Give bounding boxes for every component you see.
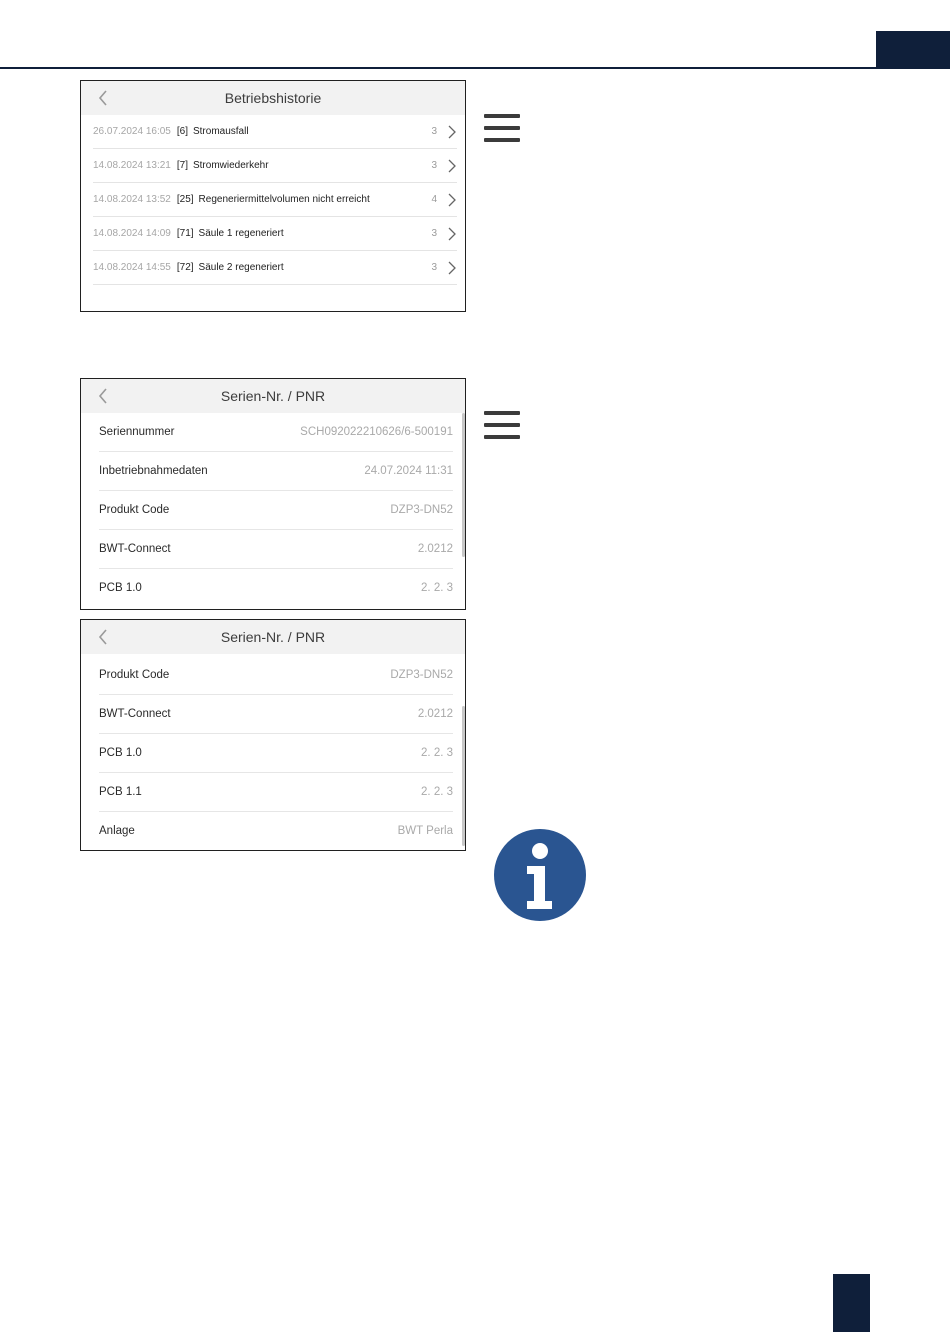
history-code: [72] — [176, 262, 194, 273]
screen-header — [81, 379, 465, 413]
back-chevron-icon[interactable] — [97, 88, 109, 108]
info-value: 24.07.2024 11:31 — [364, 465, 453, 477]
back-chevron-icon[interactable] — [97, 386, 109, 406]
info-row — [99, 656, 453, 695]
info-row — [99, 734, 453, 773]
history-row[interactable] — [93, 251, 457, 285]
info-value: DZP3-DN52 — [390, 669, 453, 681]
info-value: SCH092022210626/6-500191 — [300, 426, 453, 438]
screen-title: Betriebshistorie — [224, 90, 322, 106]
history-row[interactable] — [93, 115, 457, 149]
info-row — [99, 773, 453, 812]
history-row[interactable] — [93, 217, 457, 251]
info-value: 2. 2. 3 — [421, 582, 453, 594]
info-label: BWT-Connect — [99, 708, 171, 720]
info-label: PCB 1.0 — [99, 747, 142, 759]
info-value: 2. 2. 3 — [421, 786, 453, 798]
history-code: [6] — [176, 126, 188, 137]
info-row — [99, 530, 453, 569]
info-row — [99, 452, 453, 491]
screen-title: Serien-Nr. / PNR — [220, 388, 326, 404]
history-code: [25] — [176, 194, 194, 205]
screen-header — [81, 620, 465, 654]
history-list — [81, 115, 465, 285]
history-code: [71] — [176, 228, 194, 239]
history-text: Säule 2 regeneriert — [198, 262, 284, 273]
info-label: BWT-Connect — [99, 543, 171, 555]
hamburger-menu-icon — [484, 411, 520, 441]
info-label: Produkt Code — [99, 669, 170, 681]
history-count: 3 — [431, 262, 437, 273]
scrollbar[interactable] — [462, 706, 465, 846]
serial-screen-top — [80, 378, 466, 610]
info-row — [99, 569, 453, 607]
info-list — [81, 413, 465, 607]
info-label: Inbetriebnahmedaten — [99, 465, 208, 477]
history-text: Säule 1 regeneriert — [198, 228, 284, 239]
history-row[interactable] — [93, 149, 457, 183]
history-time: 26.07.2024 16:05 — [93, 126, 171, 137]
hamburger-menu-icon — [484, 114, 520, 144]
screen-title: Serien-Nr. / PNR — [220, 629, 326, 645]
history-time: 14.08.2024 14:09 — [93, 228, 171, 239]
info-row — [99, 491, 453, 530]
top-divider — [0, 67, 950, 69]
history-text: Regeneriermittelvolumen nicht erreicht — [198, 194, 370, 205]
chevron-right-icon — [447, 158, 457, 174]
history-code: [7] — [176, 160, 188, 171]
info-value: 2.0212 — [417, 543, 453, 555]
info-label: PCB 1.0 — [99, 582, 142, 594]
history-time: 14.08.2024 14:55 — [93, 262, 171, 273]
history-count: 3 — [431, 160, 437, 171]
info-row — [99, 812, 453, 850]
history-text: Stromwiederkehr — [192, 160, 269, 171]
screen-header — [81, 81, 465, 115]
info-label: Seriennummer — [99, 426, 175, 438]
chevron-right-icon — [447, 192, 457, 208]
history-count: 3 — [431, 228, 437, 239]
info-value: DZP3-DN52 — [390, 504, 453, 516]
info-label: Produkt Code — [99, 504, 170, 516]
history-text: Stromausfall — [192, 126, 249, 137]
info-value: 2. 2. 3 — [421, 747, 453, 759]
back-chevron-icon[interactable] — [97, 627, 109, 647]
history-count: 3 — [431, 126, 437, 137]
serial-screen-bottom — [80, 619, 466, 851]
page-footer-tab — [833, 1274, 870, 1332]
history-count: 4 — [431, 194, 437, 205]
info-icon — [494, 829, 586, 921]
history-screen — [80, 80, 466, 312]
info-row — [99, 695, 453, 734]
history-time: 14.08.2024 13:52 — [93, 194, 171, 205]
info-row — [99, 413, 453, 452]
chevron-right-icon — [447, 260, 457, 276]
info-label: PCB 1.1 — [99, 786, 142, 798]
info-label: Anlage — [99, 825, 135, 837]
history-row[interactable] — [93, 183, 457, 217]
chevron-right-icon — [447, 124, 457, 140]
info-value: 2.0212 — [417, 708, 453, 720]
info-list — [81, 654, 465, 850]
info-value: BWT Perla — [397, 825, 453, 837]
chevron-right-icon — [447, 226, 457, 242]
history-time: 14.08.2024 13:21 — [93, 160, 171, 171]
page-header-tab — [876, 31, 950, 68]
scrollbar[interactable] — [462, 413, 465, 557]
